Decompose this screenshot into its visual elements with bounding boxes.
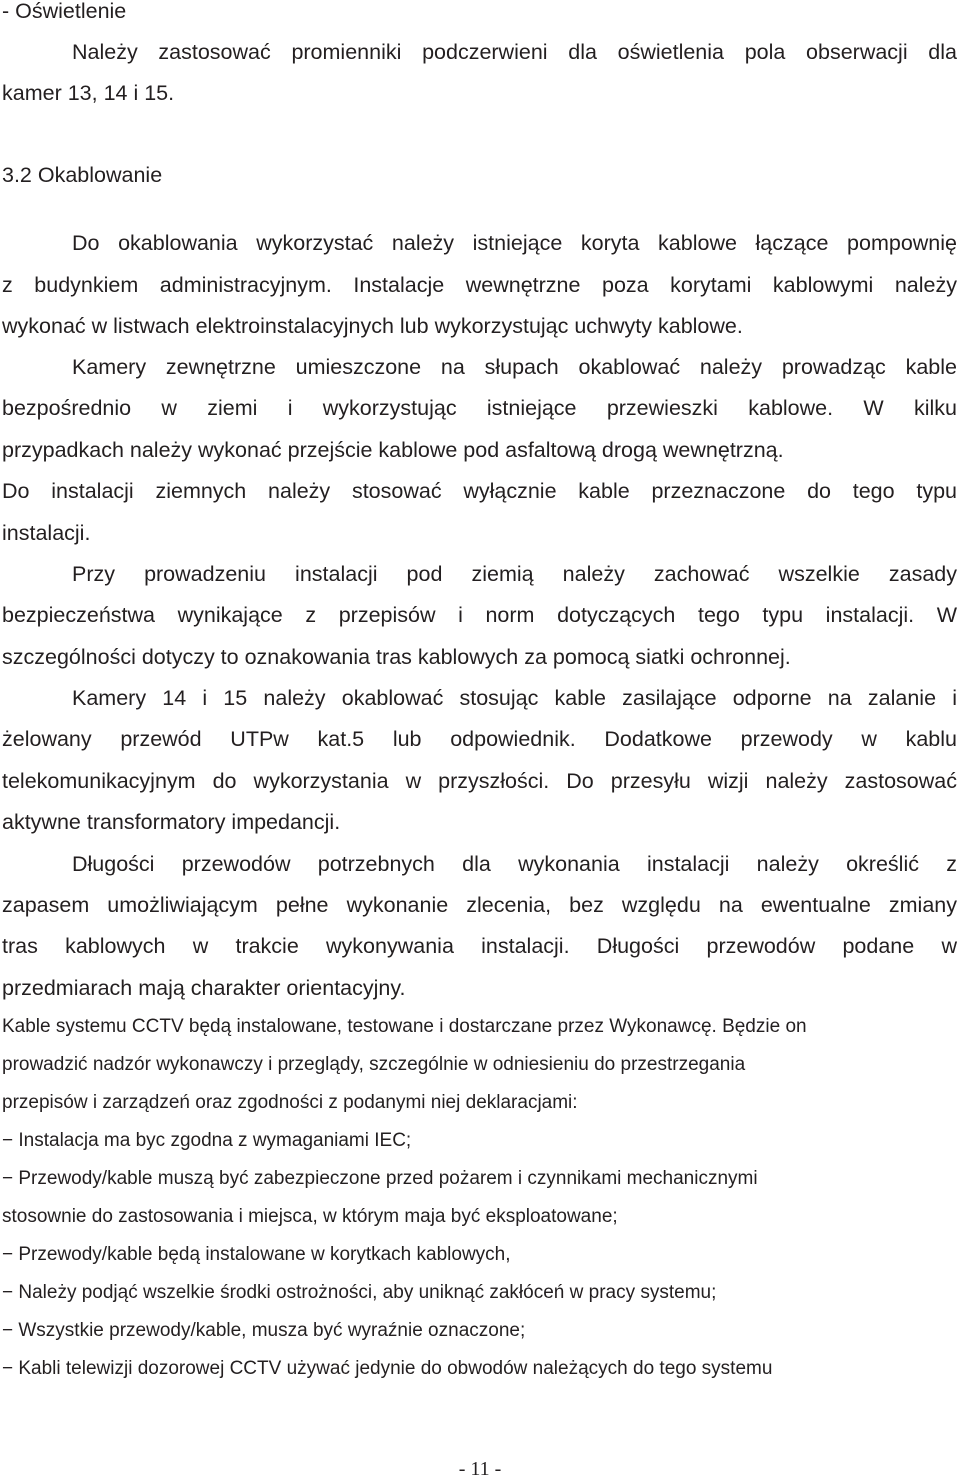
paragraph-line: zapasem umożliwiającym pełne wykonanie zlecenia, bez względu na ewentualne zmiany bbox=[2, 893, 957, 917]
paragraph-line: przepisów i zarządzeń oraz zgodności z podanymi niej deklaracjami: bbox=[2, 1092, 578, 1113]
paragraph-line: Do instalacji ziemnych należy stosować wyłącznie kable przeznaczone do tego typu bbox=[2, 479, 957, 503]
paragraph-line: Długości przewodów potrzebnych dla wykonania instalacji należy określić z bbox=[72, 852, 957, 876]
paragraph-line: Kamery 14 i 15 należy okablować stosując kable zasilające odporne na zalanie i bbox=[72, 686, 957, 710]
paragraph-line: przedmiarach mają charakter orientacyjny. bbox=[2, 976, 406, 1000]
list-item: − Przewody/kable będą instalowane w korytkach kablowych, bbox=[2, 1244, 511, 1265]
paragraph-line: instalacji. bbox=[2, 521, 91, 545]
section-heading-lighting: - Oświetlenie bbox=[2, 0, 127, 23]
paragraph-line: żelowany przewód UTPw kat.5 lub odpowiednik. Dodatkowe przewody w kablu bbox=[2, 727, 957, 751]
paragraph-line: Kamery zewnętrzne umieszczone na słupach okablować należy prowadząc kable bbox=[72, 355, 957, 379]
paragraph-line: kamer 13, 14 i 15. bbox=[2, 81, 175, 105]
list-item: − Kabli telewizji dozorowej CCTV używać jedynie do obwodów należących do tego systemu bbox=[2, 1358, 773, 1379]
paragraph-line: telekomunikacyjnym do wykorzystania w przyszłości. Do przesyłu wizji należy zastosować bbox=[2, 769, 957, 793]
paragraph-line: bezpieczeństwa wynikające z przepisów i norm dotyczących tego typu instalacji. W bbox=[2, 603, 957, 627]
paragraph-line: Przy prowadzeniu instalacji pod ziemią należy zachować wszelkie zasady bbox=[72, 562, 957, 586]
paragraph-line: prowadzić nadzór wykonawczy i przeglądy, szczególnie w odniesieniu do przestrzegania bbox=[2, 1054, 746, 1075]
paragraph-line: aktywne transformatory impedancji. bbox=[2, 810, 341, 834]
paragraph-line: bezpośrednio w ziemi i wykorzystując istniejące przewieszki kablowe. W kilku bbox=[2, 396, 957, 420]
list-item: − Instalacja ma byc zgodna z wymaganiami IEC; bbox=[2, 1130, 412, 1151]
paragraph-line: z budynkiem administracyjnym. Instalacje wewnętrzne poza korytami kablowymi należy bbox=[2, 273, 957, 297]
paragraph-line: przypadkach należy wykonać przejście kablowe pod asfaltową drogą wewnętrzną. bbox=[2, 438, 784, 462]
section-heading-cabling: 3.2 Okablowanie bbox=[2, 163, 163, 187]
list-item: − Wszystkie przewody/kable, musza być wyraźnie oznaczone; bbox=[2, 1320, 526, 1341]
paragraph-line: szczególności dotyczy to oznakowania tras kablowych za pomocą siatki ochronnej. bbox=[2, 645, 791, 669]
list-item: − Należy podjąć wszelkie środki ostrożności, aby uniknąć zakłóceń w pracy systemu; bbox=[2, 1282, 717, 1303]
paragraph-line: tras kablowych w trakcie wykonywania instalacji. Długości przewodów podane w bbox=[2, 934, 957, 958]
paragraph-line: Należy zastosować promienniki podczerwieni dla oświetlenia pola obserwacji dla bbox=[72, 40, 957, 64]
list-item-continuation: stosownie do zastosowania i miejsca, w którym maja być eksploatowane; bbox=[2, 1206, 618, 1227]
page-number: - 11 - bbox=[458, 1458, 502, 1480]
paragraph-line: Do okablowania wykorzystać należy istniejące koryta kablowe łączące pompownię bbox=[72, 231, 957, 255]
list-item: − Przewody/kable muszą być zabezpieczone przed pożarem i czynnikami mechanicznymi bbox=[2, 1168, 758, 1189]
paragraph-line: Kable systemu CCTV będą instalowane, testowane i dostarczane przez Wykonawcę. Będzie on bbox=[2, 1016, 807, 1037]
paragraph-line: wykonać w listwach elektroinstalacyjnych lub wykorzystując uchwyty kablowe. bbox=[2, 314, 743, 338]
